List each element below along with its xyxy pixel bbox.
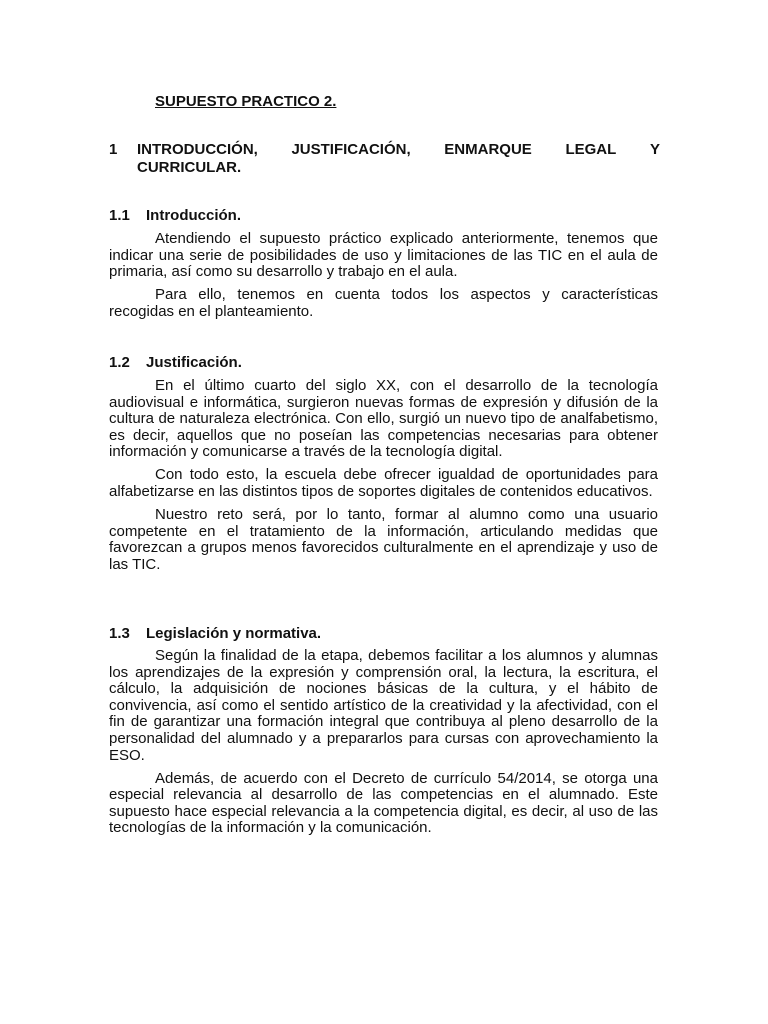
document-title: SUPUESTO PRACTICO 2.	[155, 93, 337, 110]
subsection-number: 1.2	[109, 354, 130, 371]
paragraph: Nuestro reto será, por lo tanto, formar al alumno como una usuario competente en el tratamiento de la información, articulando medidas que favorezcan a grupos menos favorecidos culturalmente en el aprendizaje y uso de las TIC.	[109, 506, 658, 573]
heading-word: ENMARQUE	[444, 141, 532, 158]
paragraph: Según la finalidad de la etapa, debemos facilitar a los alumnos y alumnas los aprendizajes de la expresión y comprensión oral, la lectura, la escritura, el cálculo, la adquisición de nociones básicas de la cultura, y el hábito de convivencia, así como el sentido artístico de la creatividad y la afectividad, con el fin de garantizar una formación integral que contribuya al pleno desarrollo de la personalidad del alumnado y a prepararlos para cursas con aprovechamiento la ESO.	[109, 647, 658, 764]
subsection-1-2-body	[109, 378, 658, 580]
section-1-number: 1	[109, 141, 118, 158]
paragraph: Atendiendo el supuesto práctico explicado anteriormente, tenemos que indicar una serie de posibilidades de uso y limitaciones de las TIC en el aula de primaria, así como su desarrollo y trabajo en el aula.	[109, 230, 658, 281]
heading-word: INTRODUCCIÓN,	[137, 141, 258, 158]
paragraph: En el último cuarto del siglo XX, con el desarrollo de la tecnología audiovisual e informática, surgieron nuevas formas de expresión y difusión de la cultura de naturaleza electrónica. Con ello, surgió un nuevo tipo de analfabetismo, es decir, aquellos que no poseían las competencias necesarias para obtener información y comunicarse a través de la tecnología digital.	[109, 377, 658, 461]
subsection-1-1-heading	[109, 207, 241, 224]
paragraph: Además, de acuerdo con el Decreto de currículo 54/2014, se otorga una especial relevancia al desarrollo de las competencias en el alumnado. Este supuesto hace especial relevancia a la competencia digital, es decir, al uso de las tecnologías de la información y la comunicación.	[109, 769, 658, 837]
subsection-1-3-heading	[109, 625, 321, 642]
subsection-title: Introducción.	[146, 207, 241, 224]
heading-word: JUSTIFICACIÓN,	[291, 141, 411, 158]
section-1-heading-line-1	[137, 141, 660, 159]
subsection-1-3-body	[109, 648, 658, 844]
subsection-title: Legislación y normativa.	[146, 625, 322, 642]
subsection-title: Justificación.	[146, 354, 242, 371]
section-1-heading	[137, 141, 660, 177]
subsection-number: 1.3	[109, 625, 130, 642]
section-1-heading-line-2: CURRICULAR.	[137, 159, 242, 176]
paragraph: Para ello, tenemos en cuenta todos los aspectos y características recogidas en el planteamiento.	[109, 286, 658, 320]
subsection-1-2-heading	[109, 354, 242, 371]
subsection-1-1-body	[109, 231, 658, 327]
heading-word: LEGAL	[565, 141, 617, 158]
heading-word: Y	[649, 141, 660, 158]
subsection-number: 1.1	[109, 207, 130, 224]
paragraph: Con todo esto, la escuela debe ofrecer igualdad de oportunidades para alfabetizarse en las distintos tipos de soportes digitales de contenidos educativos.	[109, 466, 658, 501]
